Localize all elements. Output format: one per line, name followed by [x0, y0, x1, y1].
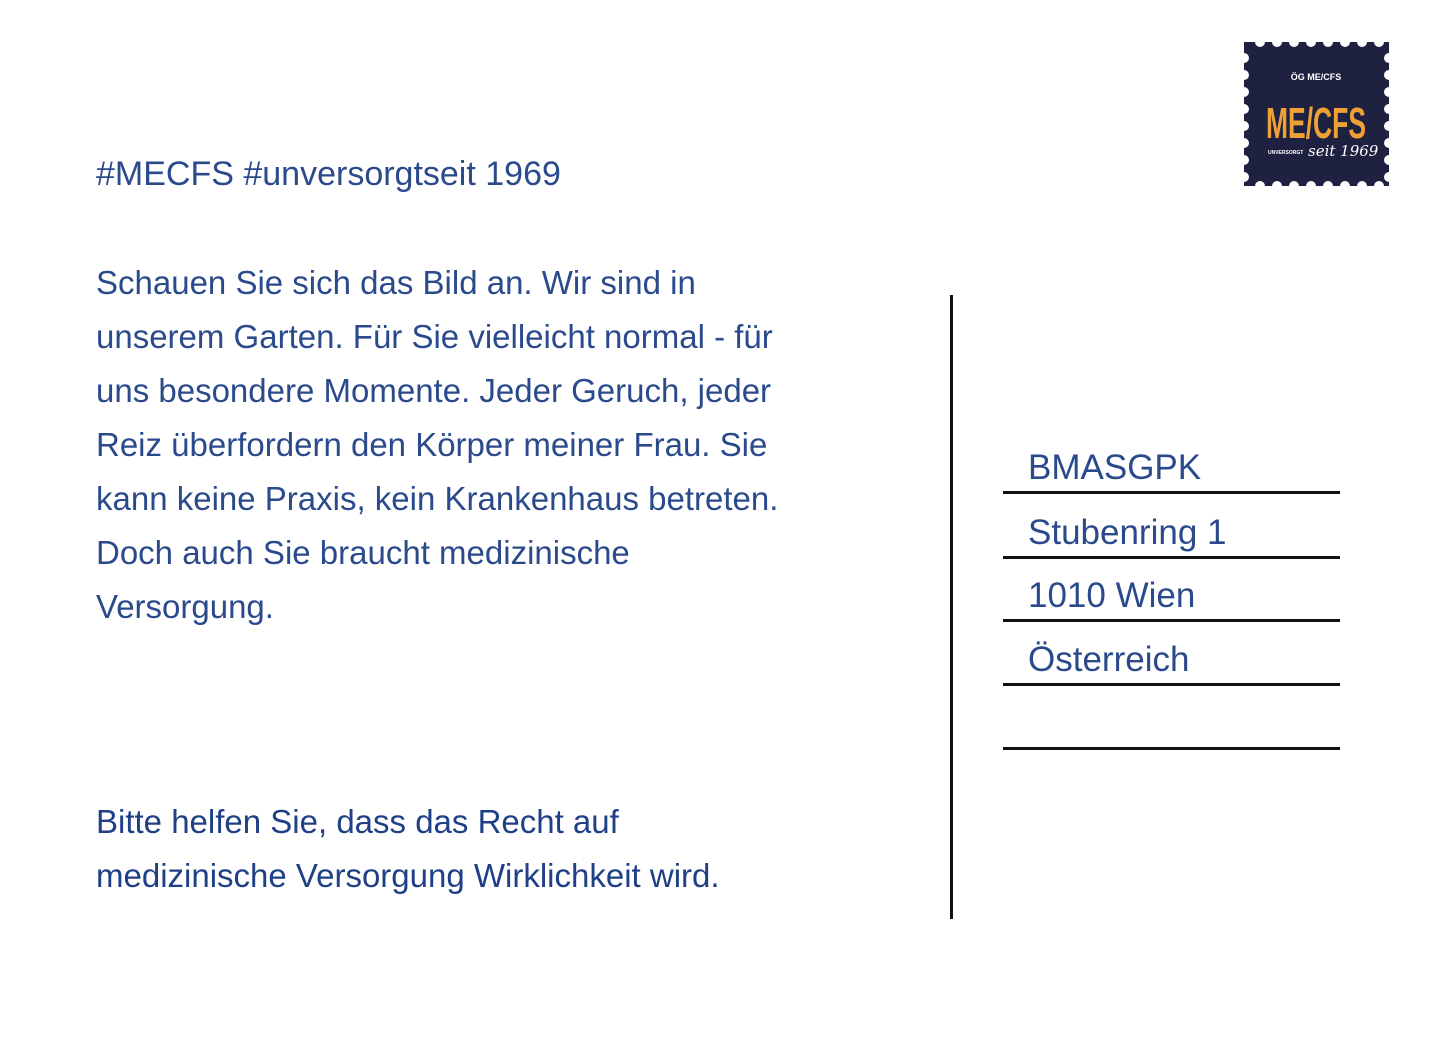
address-text: Stubenring 1 [1028, 513, 1227, 552]
postcard-divider [950, 295, 953, 919]
stamp-left-text: UNVERSORGT [1268, 150, 1304, 156]
address-text: 1010 Wien [1028, 576, 1196, 615]
address-line-country [1003, 623, 1340, 686]
address-line-street [1003, 496, 1340, 559]
message-line: kann keine Praxis, kein Krankenhaus betreten. [96, 480, 779, 517]
message-line: Reiz überfordern den Körper meiner Frau. Sie [96, 426, 768, 463]
message-line: Doch auch Sie braucht medizinische [96, 534, 630, 571]
stamp-logo-text: ME/CFS [1266, 99, 1366, 148]
appeal-text [96, 795, 720, 903]
stamp-logo [1244, 42, 1389, 186]
appeal-line: Bitte helfen Sie, dass das Recht auf [96, 803, 619, 840]
stamp-org-text: ÖG ME/CFS [1290, 72, 1342, 82]
address-text: BMASGPK [1028, 448, 1202, 487]
stamp-script-text: seit 1969 [1308, 142, 1379, 160]
address-text: Österreich [1028, 640, 1190, 679]
message-line: unserem Garten. Für Sie vielleicht normal - für [96, 318, 773, 355]
message-text [96, 256, 896, 634]
address-line-empty [1003, 687, 1340, 750]
appeal-line: medizinische Versorgung Wirklichkeit wird. [96, 857, 720, 894]
address-line-city [1003, 559, 1340, 622]
message-line: Schauen Sie sich das Bild an. Wir sind in [96, 264, 696, 301]
address-line-recipient [1003, 431, 1340, 494]
hashtags: #MECFS #unversorgtseit 1969 [96, 155, 561, 193]
message-line: uns besondere Momente. Jeder Geruch, jeder [96, 372, 772, 409]
message-line: Versorgung. [96, 588, 274, 625]
